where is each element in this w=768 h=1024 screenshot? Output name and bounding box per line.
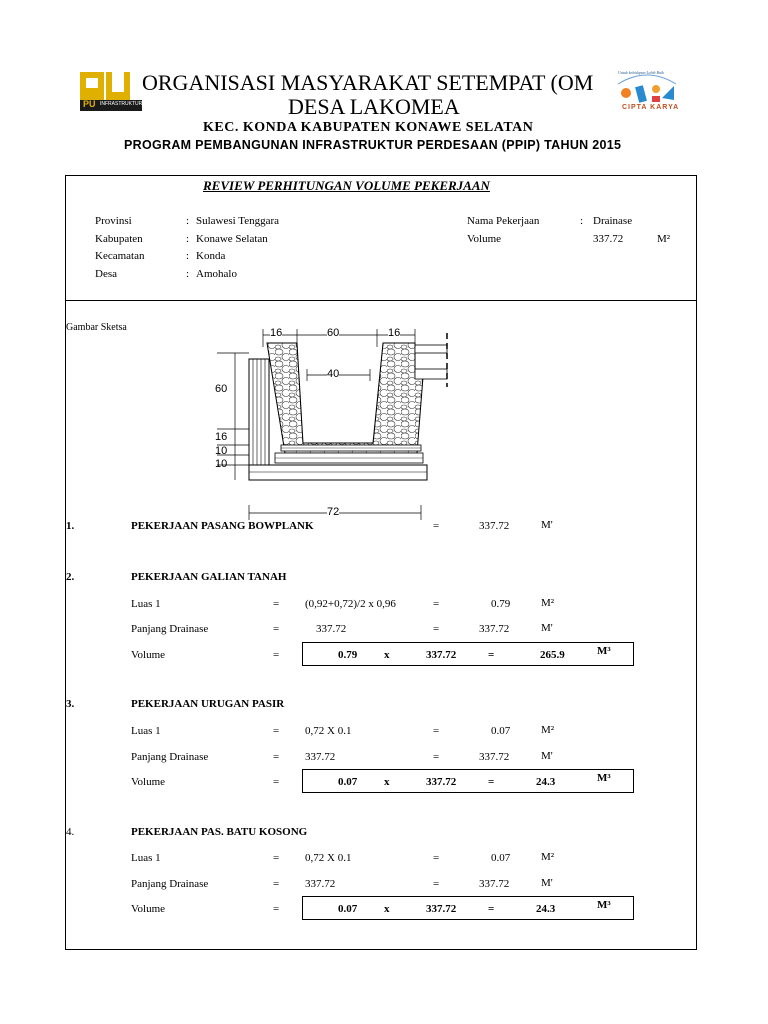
volume-unit: M³ xyxy=(597,772,611,784)
document-title: REVIEW PERHITUNGAN VOLUME PEKERJAAN xyxy=(203,178,490,193)
info-kecamatan-label: Kecamatan xyxy=(95,250,145,262)
cipta-karya-text: CIPTA KARYA xyxy=(622,104,680,111)
section-1-eq: = xyxy=(433,520,440,532)
info-volume-unit: M² xyxy=(657,233,671,245)
row-label: Luas 1 xyxy=(131,852,161,864)
row-expr: (0,92+0,72)/2 x 0,96 xyxy=(305,598,396,610)
info-kecamatan-value: Konda xyxy=(196,250,226,262)
volume-b: 337.72 xyxy=(426,776,457,788)
dim-h16: 16 xyxy=(215,431,228,443)
volume-eq: = xyxy=(273,649,280,661)
header-village: DESA LAKOMEA xyxy=(288,94,460,119)
row-eq: = xyxy=(273,598,280,610)
row-unit: M² xyxy=(541,851,555,863)
row-value: 0.07 xyxy=(491,725,511,737)
row-eq: = xyxy=(273,623,280,635)
info-kecamatan-colon: : xyxy=(186,250,190,262)
row-label: Luas 1 xyxy=(131,725,161,737)
volume-a: 0.07 xyxy=(338,903,358,915)
section-2-title: PEKERJAAN GALIAN TANAH xyxy=(131,571,287,583)
row-label: Panjang Drainase xyxy=(131,751,209,763)
volume-eq2: = xyxy=(488,649,495,661)
row-eq2: = xyxy=(433,623,440,635)
row-eq: = xyxy=(273,852,280,864)
section-1-title: PEKERJAAN PASANG BOWPLANK xyxy=(131,520,314,532)
info-provinsi-label: Provinsi xyxy=(95,215,132,227)
volume-label: Volume xyxy=(131,649,166,661)
title-divider xyxy=(65,300,697,301)
row-eq2: = xyxy=(433,751,440,763)
volume-eq2: = xyxy=(488,776,495,788)
row-label: Luas 1 xyxy=(131,598,161,610)
header-district: KEC. KONDA KABUPATEN KONAWE SELATAN xyxy=(203,120,534,135)
info-pekerjaan-value: Drainase xyxy=(593,215,633,227)
row-eq: = xyxy=(273,751,280,763)
volume-b: 337.72 xyxy=(426,649,457,661)
header-program: PROGRAM PEMBANGUNAN INFRASTRUKTUR PERDESAAN (PPIP) TAHUN 2015 xyxy=(124,138,622,152)
info-desa-value: Amohalo xyxy=(196,268,237,280)
section-3-number: 3. xyxy=(66,698,75,710)
dim-h10b: 10 xyxy=(215,458,228,470)
row-expr: 337.72 xyxy=(305,878,336,890)
row-unit: M² xyxy=(541,724,555,736)
row-unit: M' xyxy=(541,750,553,762)
volume-x: x xyxy=(384,776,390,788)
info-provinsi-colon: : xyxy=(186,215,190,227)
section-2-number: 2. xyxy=(66,571,75,583)
dim-top-right: 16 xyxy=(388,327,401,339)
drainage-cross-section xyxy=(205,325,465,520)
info-volume-label: Volume xyxy=(467,233,502,245)
row-eq2: = xyxy=(433,725,440,737)
info-pekerjaan-colon: : xyxy=(580,215,584,227)
dim-h10a: 10 xyxy=(215,445,228,457)
row-value: 337.72 xyxy=(479,751,510,763)
dim-top-left: 16 xyxy=(270,327,283,339)
cipta-karya-arc-text: Untuk kehidupan Lebih Baik xyxy=(618,70,664,75)
sketch-label: Gambar Sketsa xyxy=(66,322,127,333)
row-unit: M² xyxy=(541,597,555,609)
row-label: Panjang Drainase xyxy=(131,623,209,635)
dim-inner: 40 xyxy=(327,368,340,380)
pu-logo-subtext: INFRASTRUKTUR xyxy=(100,101,143,107)
volume-label: Volume xyxy=(131,903,166,915)
row-label: Panjang Drainase xyxy=(131,878,209,890)
row-eq: = xyxy=(273,878,280,890)
row-eq2: = xyxy=(433,852,440,864)
row-expr: 0,72 X 0.1 xyxy=(305,852,352,864)
info-desa-label: Desa xyxy=(95,268,117,280)
row-expr: 337.72 xyxy=(316,623,347,635)
info-kabupaten-colon: : xyxy=(186,233,190,245)
dim-h60: 60 xyxy=(215,383,228,395)
volume-x: x xyxy=(384,649,390,661)
volume-a: 0.07 xyxy=(338,776,358,788)
volume-result: 24.3 xyxy=(536,776,556,788)
row-eq2: = xyxy=(433,598,440,610)
volume-label: Volume xyxy=(131,776,166,788)
row-value: 337.72 xyxy=(479,878,510,890)
info-desa-colon: : xyxy=(186,268,190,280)
volume-eq: = xyxy=(273,776,280,788)
info-pekerjaan-label: Nama Pekerjaan xyxy=(467,215,540,227)
volume-result: 265.9 xyxy=(540,649,565,661)
info-kabupaten-value: Konawe Selatan xyxy=(196,233,268,245)
row-eq: = xyxy=(273,725,280,737)
dim-top-mid: 60 xyxy=(327,327,340,339)
pu-logo xyxy=(78,70,142,112)
volume-b: 337.72 xyxy=(426,903,457,915)
info-kabupaten-label: Kabupaten xyxy=(95,233,143,245)
section-4-title: PEKERJAAN PAS. BATU KOSONG xyxy=(131,826,308,838)
dim-bottom: 72 xyxy=(327,506,340,518)
volume-result: 24.3 xyxy=(536,903,556,915)
section-3-title: PEKERJAAN URUGAN PASIR xyxy=(131,698,285,710)
info-provinsi-value: Sulawesi Tenggara xyxy=(196,215,280,227)
row-eq2: = xyxy=(433,878,440,890)
volume-eq: = xyxy=(273,903,280,915)
section-1-value: 337.72 xyxy=(479,520,510,532)
volume-eq2: = xyxy=(488,903,495,915)
section-4-number: 4. xyxy=(66,826,75,838)
row-unit: M' xyxy=(541,877,553,889)
section-1-unit: M' xyxy=(541,519,553,531)
row-expr: 337.72 xyxy=(305,751,336,763)
volume-a: 0.79 xyxy=(338,649,358,661)
header-organisation: ORGANISASI MASYARAKAT SETEMPAT (OM xyxy=(142,70,594,95)
section-1-number: 1. xyxy=(66,520,75,532)
row-unit: M' xyxy=(541,622,553,634)
cipta-karya-logo xyxy=(612,68,682,116)
row-value: 0.07 xyxy=(491,852,511,864)
row-value: 0.79 xyxy=(491,598,511,610)
row-value: 337.72 xyxy=(479,623,510,635)
info-volume-value: 337.72 xyxy=(593,233,624,245)
volume-x: x xyxy=(384,903,390,915)
volume-unit: M³ xyxy=(597,899,611,911)
volume-unit: M³ xyxy=(597,645,611,657)
pu-logo-text: PU xyxy=(83,99,96,109)
row-expr: 0,72 X 0.1 xyxy=(305,725,352,737)
